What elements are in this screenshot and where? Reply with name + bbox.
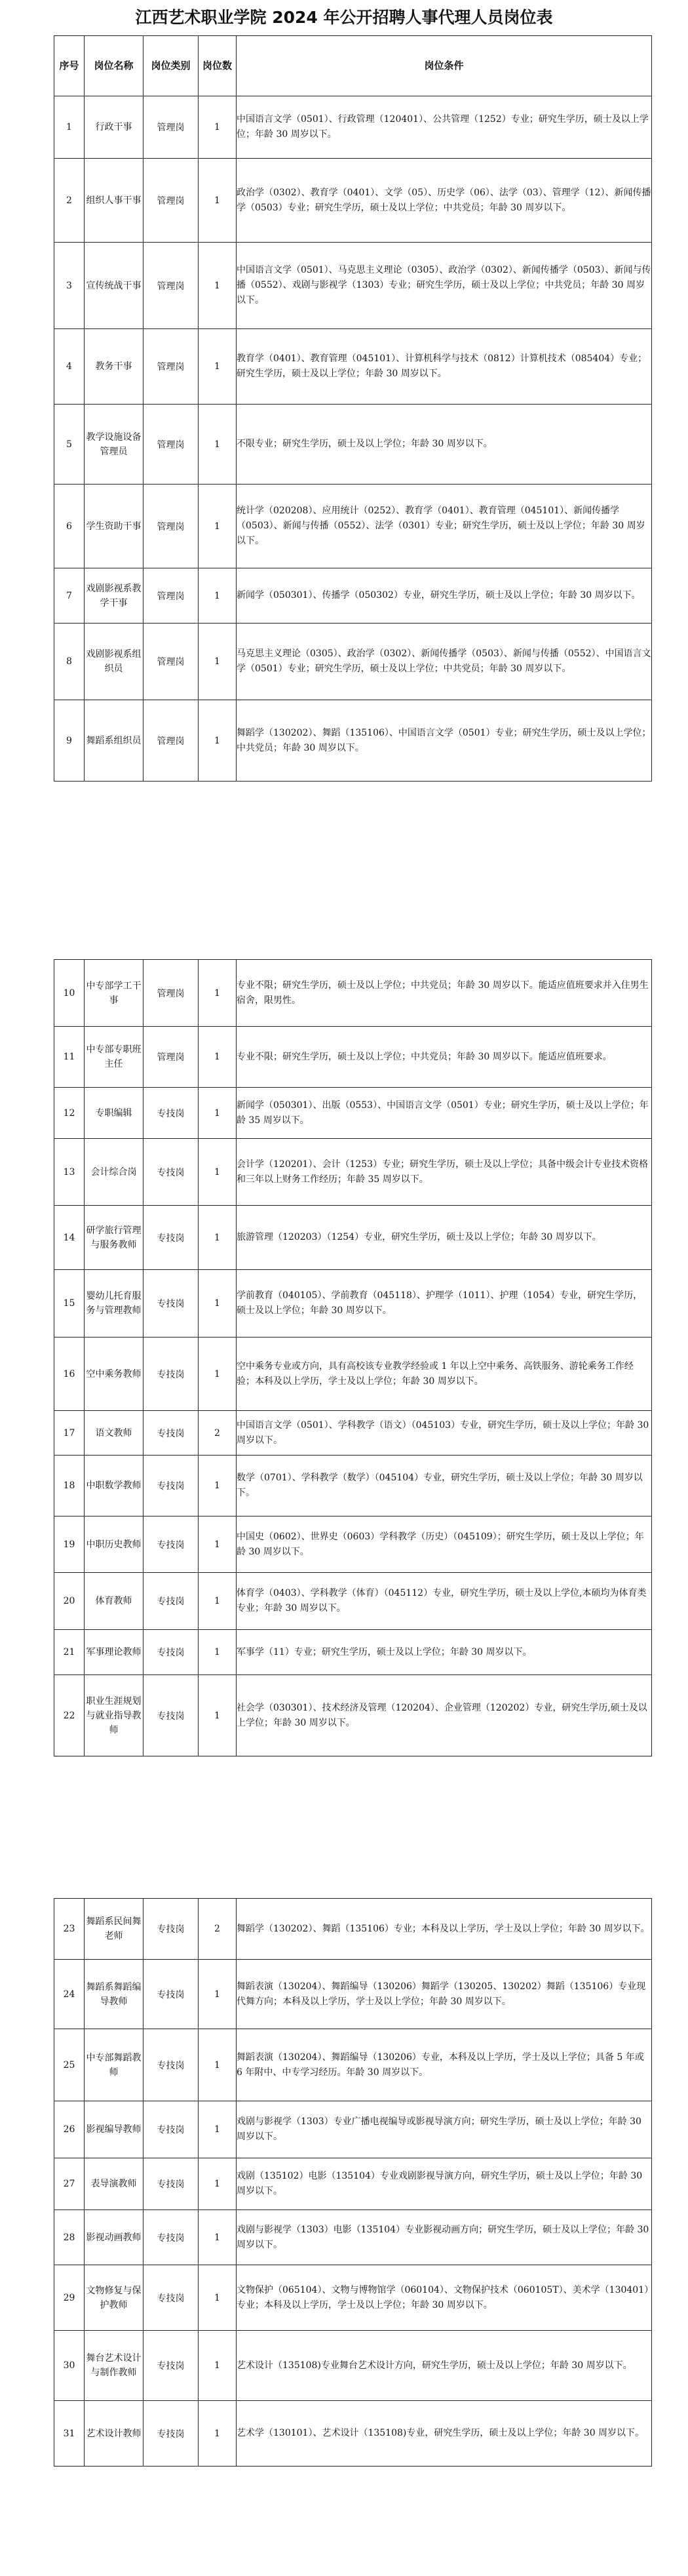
table-row [54, 1899, 652, 1960]
position-conditions: 教育学（0401）、教育管理（045101）、计算机科学与技术（0812）计算机技术（085404）专业；研究生学历，硕士及以上学位；年龄 30 周岁以下。 [237, 329, 652, 405]
position-type: 管理岗 [143, 960, 199, 1027]
position-name: 组织人事干事 [85, 159, 143, 243]
table-row [54, 1206, 652, 1270]
row-number: 9 [54, 700, 85, 782]
position-type: 管理岗 [143, 329, 199, 405]
position-conditions: 新闻学（050301）、传播学（050302）专业，研究生学历，硕士及以上学位；年龄 30 周岁以下。 [237, 568, 652, 624]
position-count: 1 [199, 2210, 237, 2265]
position-count: 1 [199, 1573, 237, 1630]
table-row [54, 1139, 652, 1206]
position-name: 空中乘务教师 [85, 1338, 143, 1411]
row-number: 26 [54, 2101, 85, 2158]
position-count: 1 [199, 2029, 237, 2101]
job-table-part-2 [54, 959, 652, 1756]
position-type: 管理岗 [143, 700, 199, 782]
position-count: 1 [199, 1139, 237, 1206]
position-type: 专技岗 [143, 2210, 199, 2265]
position-type: 专技岗 [143, 2158, 199, 2210]
position-name: 研学旅行管理与服务教师 [85, 1206, 143, 1270]
table-row [54, 1270, 652, 1338]
position-conditions: 舞蹈学（130202）、舞蹈（135106）、中国语言文学（0501）专业；研究生学历，硕士及以上学位；中共党员；年龄 30 周岁以下。 [237, 700, 652, 782]
table-row [54, 2101, 652, 2158]
row-number: 15 [54, 1270, 85, 1338]
row-number: 18 [54, 1456, 85, 1516]
position-conditions: 艺术设计（135108)专业舞台艺术设计方向，研究生学历，硕士及以上学位；年龄 30 周岁以下。 [237, 2331, 652, 2401]
position-count: 1 [199, 1630, 237, 1675]
position-conditions: 文物保护（065104）、文物与博物馆学（060104）、文物保护技术（060105T）、美术学（130401）专业；本科及以上学历，学士及以上学位；年龄 30 周岁以下。 [237, 2265, 652, 2331]
row-number: 30 [54, 2331, 85, 2401]
position-conditions: 艺术学（130101）、艺术设计（135108)专业，研究生学历，硕士及以上学位；年龄 30 周岁以下。 [237, 2401, 652, 2467]
position-count: 1 [199, 1456, 237, 1516]
position-type: 专技岗 [143, 2401, 199, 2467]
position-name: 戏剧影视系组织员 [85, 624, 143, 700]
position-conditions: 政治学（0302）、教育学（0401）、文学（05）、历史学（06）、法学（03）、管理学（12）、新闻传播学（0503）专业；研究生学历，硕士及以上学位；中共党员；年龄 30 周岁以下。 [237, 159, 652, 243]
position-conditions: 舞蹈学（130202）、舞蹈（135106）专业；本科及以上学历，学士及以上学位；年龄 30 周岁以下。 [237, 1899, 652, 1960]
position-name: 舞台艺术设计与制作教师 [85, 2331, 143, 2401]
table-row [54, 1960, 652, 2029]
position-type: 管理岗 [143, 405, 199, 485]
position-name: 教学设施设备管理员 [85, 405, 143, 485]
row-number: 6 [54, 485, 85, 568]
position-type: 管理岗 [143, 485, 199, 568]
header-name: 岗位名称 [85, 36, 143, 96]
position-count: 1 [199, 960, 237, 1027]
row-number: 25 [54, 2029, 85, 2101]
position-type: 专技岗 [143, 1516, 199, 1573]
position-conditions: 戏剧与影视学（1303）专业广播电视编导或影视导演方向；研究生学历，硕士及以上学位；年龄 30 周岁以下。 [237, 2101, 652, 2158]
table-row [54, 2029, 652, 2101]
row-number: 1 [54, 96, 85, 159]
position-count: 1 [199, 1675, 237, 1756]
page-title: 江西艺术职业学院 2024 年公开招聘人事代理人员岗位表 [135, 8, 553, 27]
position-conditions: 舞蹈表演（130204）、舞蹈编导（130206）舞蹈学（130205、130202）舞蹈（135106）专业现代舞方向；本科及以上学历，学士及以上学位；年龄 30 周岁以下。 [237, 1960, 652, 2029]
position-name: 舞蹈系民间舞老师 [85, 1899, 143, 1960]
position-name: 会计综合岗 [85, 1139, 143, 1206]
position-count: 1 [199, 2331, 237, 2401]
position-count: 1 [199, 2158, 237, 2210]
position-count: 1 [199, 243, 237, 329]
position-type: 管理岗 [143, 96, 199, 159]
position-type: 专技岗 [143, 1573, 199, 1630]
table-row [54, 1630, 652, 1675]
table-row [54, 568, 652, 624]
header-no: 序号 [54, 36, 85, 96]
table-row [54, 485, 652, 568]
header-type: 岗位类别 [143, 36, 199, 96]
row-number: 13 [54, 1139, 85, 1206]
position-conditions: 专业不限；研究生学历，硕士及以上学位；中共党员；年龄 30 周岁以下。能适应值班要求。 [237, 1027, 652, 1088]
position-name: 职业生涯规划与就业指导教师 [85, 1675, 143, 1756]
table-row [54, 1675, 652, 1756]
row-number: 5 [54, 405, 85, 485]
position-type: 管理岗 [143, 624, 199, 700]
row-number: 12 [54, 1088, 85, 1139]
table-header-row [54, 36, 652, 96]
position-count: 1 [199, 329, 237, 405]
position-count: 2 [199, 1411, 237, 1456]
row-number: 22 [54, 1675, 85, 1756]
row-number: 21 [54, 1630, 85, 1675]
position-type: 管理岗 [143, 1027, 199, 1088]
row-number: 24 [54, 1960, 85, 2029]
position-conditions: 社会学（030301）、技术经济及管理（120204）、企业管理（120202）专业，研究生学历,硕士及以上学位；年龄 30 周岁以下。 [237, 1675, 652, 1756]
position-count: 1 [199, 1270, 237, 1338]
table-row [54, 1027, 652, 1088]
row-number: 2 [54, 159, 85, 243]
position-type: 专技岗 [143, 1411, 199, 1456]
position-type: 专技岗 [143, 1675, 199, 1756]
row-number: 14 [54, 1206, 85, 1270]
position-type: 专技岗 [143, 2029, 199, 2101]
row-number: 29 [54, 2265, 85, 2331]
position-type: 专技岗 [143, 1088, 199, 1139]
position-count: 1 [199, 2401, 237, 2467]
table-row [54, 2331, 652, 2401]
row-number: 28 [54, 2210, 85, 2265]
position-name: 宣传统战干事 [85, 243, 143, 329]
table-row [54, 2210, 652, 2265]
row-number: 7 [54, 568, 85, 624]
position-type: 专技岗 [143, 1456, 199, 1516]
position-name: 婴幼儿托育服务与管理教师 [85, 1270, 143, 1338]
position-conditions: 中国语言文学（0501）、马克思主义理论（0305）、政治学（0302）、新闻传播学（0503）、新闻与传播（0552）、戏剧与影视学（1303）专业；研究生学历，硕士及以上学位；中共党员；年龄 30 周岁以下。 [237, 243, 652, 329]
table-row [54, 159, 652, 243]
table-row [54, 960, 652, 1027]
table-row [54, 624, 652, 700]
position-conditions: 中国史（0602）、世界史（0603）学科教学（历史）（045109）；研究生学历，硕士及以上学位；年龄 30 周岁以下。 [237, 1516, 652, 1573]
position-type: 专技岗 [143, 2331, 199, 2401]
row-number: 23 [54, 1899, 85, 1960]
position-count: 2 [199, 1899, 237, 1960]
position-type: 管理岗 [143, 159, 199, 243]
position-type: 专技岗 [143, 1899, 199, 1960]
position-conditions: 戏剧（135102）电影（135104）专业戏剧影视导演方向，研究生学历，硕士及以上学位；年龄 30 周岁以下。 [237, 2158, 652, 2210]
position-count: 1 [199, 1338, 237, 1411]
position-count: 1 [199, 1516, 237, 1573]
row-number: 8 [54, 624, 85, 700]
position-name: 艺术设计教师 [85, 2401, 143, 2467]
table-row [54, 700, 652, 782]
position-count: 1 [199, 159, 237, 243]
row-number: 27 [54, 2158, 85, 2210]
position-name: 军事理论教师 [85, 1630, 143, 1675]
table-row [54, 1411, 652, 1456]
position-type: 专技岗 [143, 1630, 199, 1675]
table-row [54, 1456, 652, 1516]
position-count: 1 [199, 405, 237, 485]
position-conditions: 新闻学（050301）、出版（0553）、中国语言文学（0501）专业；研究生学历，硕士及以上学位；年龄 35 周岁以下。 [237, 1088, 652, 1139]
row-number: 16 [54, 1338, 85, 1411]
position-name: 行政干事 [85, 96, 143, 159]
table-row [54, 2265, 652, 2331]
position-name: 教务干事 [85, 329, 143, 405]
position-name: 学生资助干事 [85, 485, 143, 568]
position-conditions: 统计学（020208）、应用统计（0252）、教育学（0401）、教育管理（045101）、新闻传播学（0503）、新闻与传播（0552）、法学（0301）专业；研究生学历，硕士及以上学位；年龄 30 周岁以下。 [237, 485, 652, 568]
position-count: 1 [199, 485, 237, 568]
row-number: 11 [54, 1027, 85, 1088]
position-type: 专技岗 [143, 1338, 199, 1411]
header-cond: 岗位条件 [237, 36, 652, 96]
table-row [54, 96, 652, 159]
table-row [54, 1338, 652, 1411]
position-conditions: 空中乘务专业或方向，具有高校该专业教学经验或 1 年以上空中乘务、高铁服务、游轮乘务工作经验；本科及以上学历，学士及以上学位；年龄 30 周岁以下。 [237, 1338, 652, 1411]
row-number: 10 [54, 960, 85, 1027]
position-count: 1 [199, 96, 237, 159]
position-conditions: 专业不限；研究生学历，硕士及以上学位；中共党员；年龄 30 周岁以下。能适应值班要求并入住男生宿舍，限男性。 [237, 960, 652, 1027]
position-conditions: 体育学（0403）、学科教学（体育）（045112）专业，研究生学历，硕士及以上学位,本硕均为体育类专业；年龄 30 周岁以下。 [237, 1573, 652, 1630]
position-conditions: 会计学（120201）、会计（1253）专业；研究生学历，硕士及以上学位；具备中级会计专业技术资格和三年以上财务工作经历；年龄 35 周岁以下。 [237, 1139, 652, 1206]
position-name: 体育教师 [85, 1573, 143, 1630]
position-name: 语文教师 [85, 1411, 143, 1456]
row-number: 3 [54, 243, 85, 329]
position-name: 表导演教师 [85, 2158, 143, 2210]
position-count: 1 [199, 568, 237, 624]
position-name: 文物修复与保护教师 [85, 2265, 143, 2331]
table-row [54, 1088, 652, 1139]
table-row [54, 405, 652, 485]
position-conditions: 不限专业；研究生学历，硕士及以上学位；年龄 30 周岁以下。 [237, 405, 652, 485]
position-type: 管理岗 [143, 568, 199, 624]
position-name: 舞蹈系舞蹈编导教师 [85, 1960, 143, 2029]
position-count: 1 [199, 1027, 237, 1088]
table-row [54, 2401, 652, 2467]
position-conditions: 学前教育（040105）、学前教育（045118）、护理学（1011）、护理（1054）专业，研究生学历，硕士及以上学位；年龄 30 周岁以下。 [237, 1270, 652, 1338]
table-row [54, 1573, 652, 1630]
position-conditions: 戏剧与影视学（1303）电影（135104）专业影视动画方向；研究生学历，硕士及以上学位；年龄 30 周岁以下。 [237, 2210, 652, 2265]
table-row [54, 1516, 652, 1573]
position-type: 专技岗 [143, 1270, 199, 1338]
position-type: 专技岗 [143, 2101, 199, 2158]
position-conditions: 旅游管理（120203）（1254）专业，研究生学历，硕士及以上学位；年龄 30 周岁以下。 [237, 1206, 652, 1270]
position-conditions: 舞蹈表演（130204）、舞蹈编导（130206）专业，本科及以上学历，学士及以上学位；具备 5 年或 6 年附中、中专学习经历。年龄 30 周岁以下。 [237, 2029, 652, 2101]
position-type: 专技岗 [143, 1960, 199, 2029]
position-name: 专职编辑 [85, 1088, 143, 1139]
position-name: 中职数学教师 [85, 1456, 143, 1516]
position-conditions: 中国语言文学（0501）、行政管理（120401）、公共管理（1252）专业；研究生学历，硕士及以上学位；年龄 30 周岁以下。 [237, 96, 652, 159]
position-name: 影视编导教师 [85, 2101, 143, 2158]
position-name: 舞蹈系组织员 [85, 700, 143, 782]
position-count: 1 [199, 2265, 237, 2331]
position-type: 专技岗 [143, 2265, 199, 2331]
row-number: 19 [54, 1516, 85, 1573]
position-count: 1 [199, 700, 237, 782]
header-count: 岗位数 [199, 36, 237, 96]
position-count: 1 [199, 1960, 237, 2029]
position-conditions: 中国语言文学（0501）、学科教学（语文）（045103）专业，研究生学历，硕士及以上学位；年龄 30 周岁以下。 [237, 1411, 652, 1456]
row-number: 31 [54, 2401, 85, 2467]
position-name: 中专部学工干事 [85, 960, 143, 1027]
position-count: 1 [199, 2101, 237, 2158]
position-name: 戏剧影视系教学干事 [85, 568, 143, 624]
position-conditions: 军事学（11）专业；研究生学历，硕士及以上学位；年龄 30 周岁以下。 [237, 1630, 652, 1675]
table-row [54, 243, 652, 329]
position-count: 1 [199, 1206, 237, 1270]
position-name: 影视动画教师 [85, 2210, 143, 2265]
row-number: 4 [54, 329, 85, 405]
position-type: 管理岗 [143, 243, 199, 329]
row-number: 17 [54, 1411, 85, 1456]
position-type: 专技岗 [143, 1206, 199, 1270]
job-table-part-1 [54, 35, 652, 782]
position-conditions: 数学（0701）、学科教学（数学）（045104）专业，研究生学历，硕士及以上学位；年龄 30 周岁以下。 [237, 1456, 652, 1516]
position-name: 中职历史教师 [85, 1516, 143, 1573]
row-number: 20 [54, 1573, 85, 1630]
position-conditions: 马克思主义理论（0305）、政治学（0302）、新闻传播学（0503）、新闻与传播（0552）、中国语言文学（0501）专业；研究生学历，硕士及以上学位；中共党员；年龄 30 周岁以下。 [237, 624, 652, 700]
table-row [54, 2158, 652, 2210]
position-count: 1 [199, 1088, 237, 1139]
table-row [54, 329, 652, 405]
job-table-part-3 [54, 1898, 652, 2467]
position-name: 中专部专职班主任 [85, 1027, 143, 1088]
position-name: 中专部舞蹈教师 [85, 2029, 143, 2101]
position-count: 1 [199, 624, 237, 700]
position-type: 专技岗 [143, 1139, 199, 1206]
